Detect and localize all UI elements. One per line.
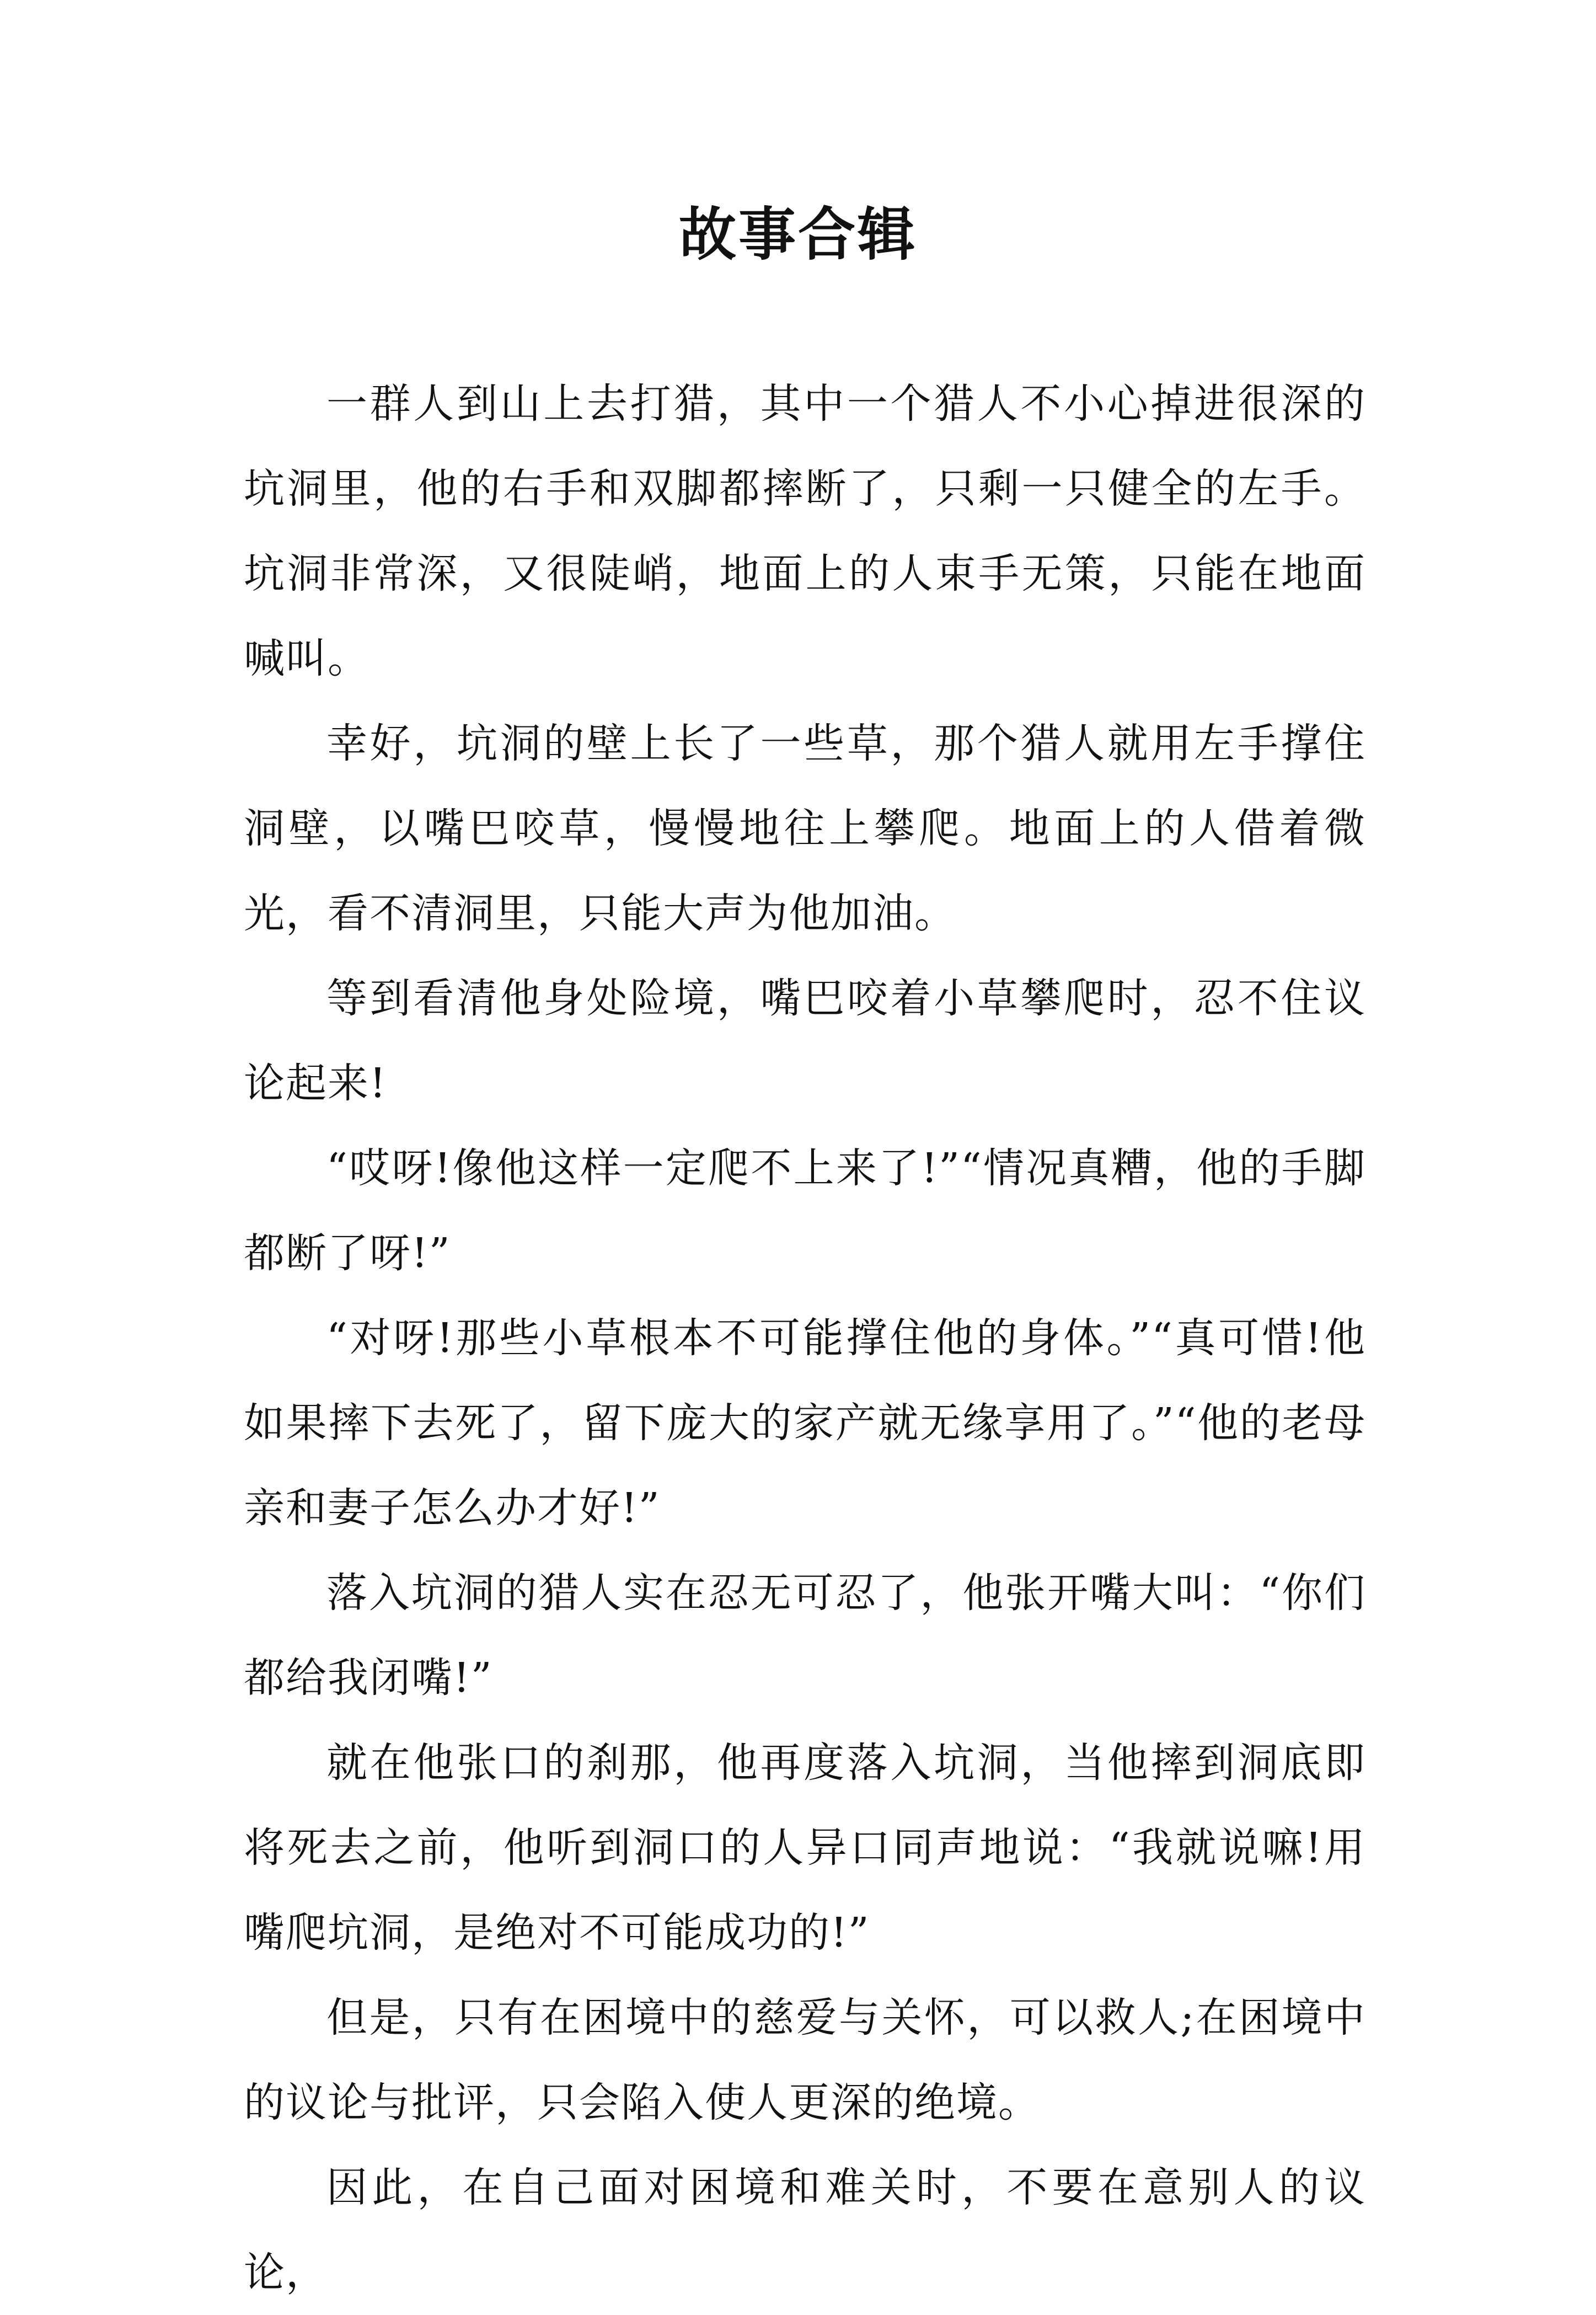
- paragraph: 就在他张口的刹那，他再度落入坑洞，当他摔到洞底即将死去之前，他听到洞口的人异口同声地说：“我就说嘛!用嘴爬坑洞，是绝对不可能成功的!”: [244, 1739, 1366, 1956]
- document-body: [244, 361, 1366, 2315]
- paragraph: “哎呀!像他这样一定爬不上来了!”“情况真糟，他的手脚都断了呀!”: [244, 1145, 1366, 1277]
- paragraph: 但是，只有在困境中的慈爱与关怀，可以救人;在困境中的议论与批评，只会陷入使人更深的绝境。: [244, 1994, 1366, 2126]
- paragraph: “对呀!那些小草根本不可能撑住他的身体。”“真可惜!他如果摔下去死了，留下庞大的家产就无缘享用了。”“他的老母亲和妻子怎么办才好!”: [244, 1314, 1366, 1532]
- paragraph: 幸好，坑洞的壁上长了一些草，那个猎人就用左手撑住洞壁，以嘴巴咬草，慢慢地往上攀爬。地面上的人借着微光，看不清洞里，只能大声为他加油。: [244, 720, 1366, 937]
- paragraph: 落入坑洞的猎人实在忍无可忍了，他张开嘴大叫：“你们都给我闭嘴!”: [244, 1569, 1366, 1702]
- paragraph: 一群人到山上去打猎，其中一个猎人不小心掉进很深的坑洞里，他的右手和双脚都摔断了，只剩一只健全的左手。坑洞非常深，又很陡峭，地面上的人束手无策，只能在地面喊叫。: [244, 380, 1366, 682]
- document-title: 故事合辑: [678, 200, 917, 268]
- paragraph: 等到看清他身处险境，嘴巴咬着小草攀爬时，忍不住议论起来!: [244, 975, 1366, 1107]
- paragraph: 因此，在自己面对困境和难关时，不要在意别人的议论，: [244, 2164, 1366, 2296]
